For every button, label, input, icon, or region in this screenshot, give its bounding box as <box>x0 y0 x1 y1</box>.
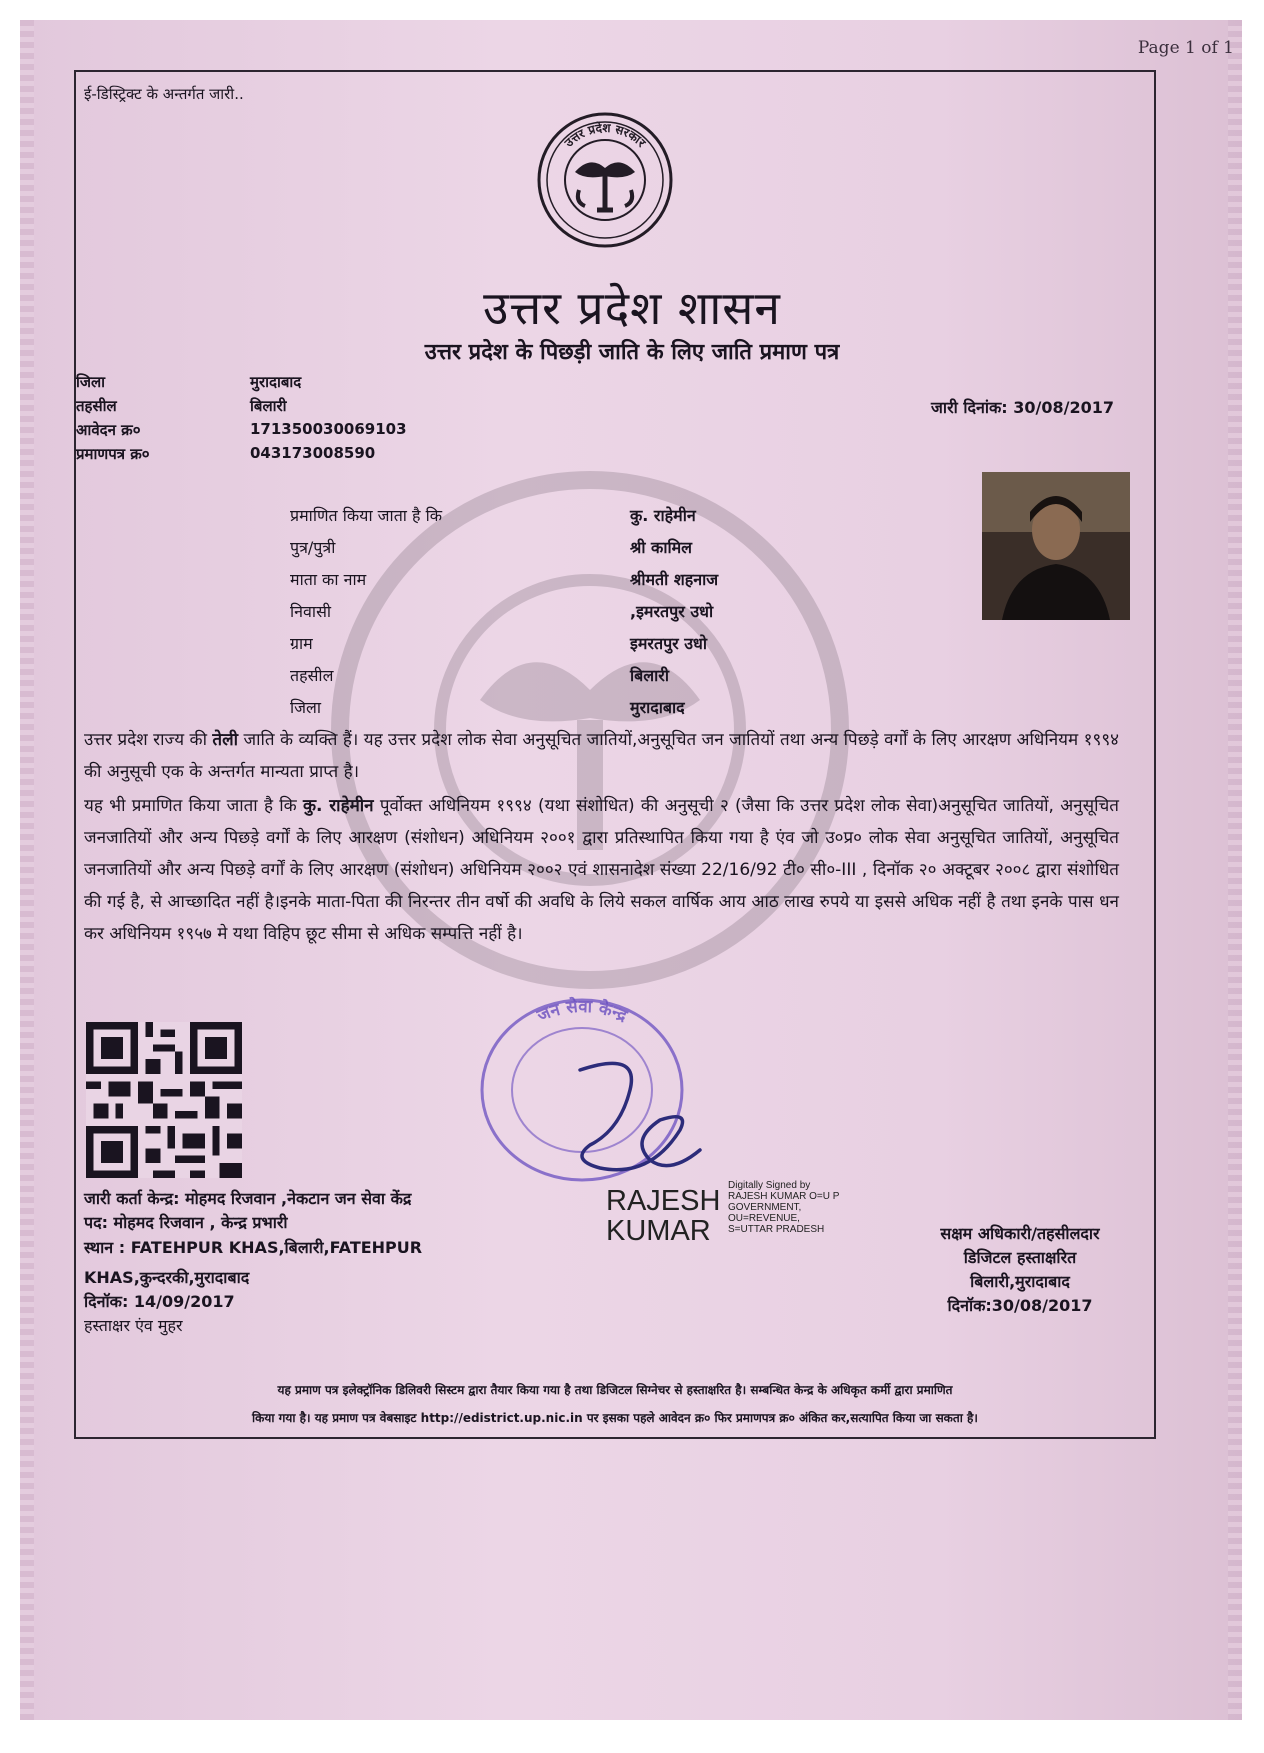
qr-code-icon <box>86 1022 242 1178</box>
handwritten-signature-icon <box>560 1050 710 1180</box>
meta-value-certificate-no: 043173008590 <box>250 444 376 462</box>
detail-label-district: जिला <box>290 698 322 717</box>
digital-signer-name <box>606 1186 720 1246</box>
para2-text-start: यह भी प्रमाणित किया जाता है कि <box>84 796 303 816</box>
issuing-center: जारी कर्ता केन्द्र: मोहमद रिजवान ,नेकटान जन सेवा केंद्र <box>84 1189 412 1208</box>
para1-text-end: जाति के व्यक्ति हैं। यह उत्तर प्रदेश लोक सेवा अनुसूचित जातियों,अनुसूचित जन जातियों तथा अन्य पिछड़े वर्गों के लिए आरक्षण अधिनियम १९९४ की अनुसूची एक के अन्तर्गत मान्यता प्राप्त है। <box>84 730 1119 782</box>
meta-label-district: जिला <box>76 373 106 391</box>
digital-signer-name-line-2: KUMAR <box>606 1215 711 1247</box>
detail-label-child-of: पुत्र/पुत्री <box>290 538 336 557</box>
issuer-designation: पद: मोहमद रिजवान , केन्द्र प्रभारी <box>84 1213 288 1232</box>
up-government-emblem-icon <box>535 110 675 250</box>
caste-name: तेली <box>212 730 239 750</box>
officer-signed-status: डिजिटल हस्ताक्षरित <box>963 1248 1077 1267</box>
issuer-place-line-1: स्थान : FATEHPUR KHAS,बिलारी,FATEHPUR <box>84 1238 423 1257</box>
detail-value-village: इमरतपुर उधो <box>630 634 708 653</box>
meta-label-tehsil: तहसील <box>76 397 117 415</box>
para1-text-start: उत्तर प्रदेश राज्य की <box>84 730 213 750</box>
detail-value-district: मुरादाबाद <box>630 698 685 717</box>
digital-signature-details <box>728 1180 839 1235</box>
meta-value-district: मुरादाबाद <box>250 373 302 391</box>
digital-signature-detail: OU=REVENUE, <box>728 1213 800 1224</box>
detail-label-certify: प्रमाणित किया जाता है कि <box>290 506 443 525</box>
officer-date: दिनॉक:30/08/2017 <box>947 1296 1093 1315</box>
page-number: Page 1 of 1 <box>1137 38 1234 58</box>
certificate-paragraph-1 <box>84 724 1119 788</box>
detail-label-resident: निवासी <box>290 602 332 621</box>
meta-value-application-no: 171350030069103 <box>250 420 407 438</box>
digital-signature-detail: S=UTTAR PRADESH <box>728 1224 825 1235</box>
detail-value-father: श्री कामिल <box>630 538 693 557</box>
emblem-text: उत्तर प्रदेश सरकार <box>561 120 649 150</box>
detail-value-tehsil: बिलारी <box>630 666 669 685</box>
issue-date: जारी दिनांक: 30/08/2017 <box>931 398 1114 417</box>
verification-note-line-1: यह प्रमाण पत्र इलेक्ट्रॉनिक डिलिवरी सिस्टम द्वारा तैयार किया गया है तथा डिजिटल सिग्नेचर से हस्ताक्षरित है। सम्बन्धित केन्द्र के अधिकृत कर्मी द्वारा प्रमाणित <box>277 1383 953 1397</box>
issuer-date: दिनॉक: 14/09/2017 <box>84 1292 235 1311</box>
issued-under-label: ई-डिस्ट्रिक्ट के अन्तर्गत जारी.. <box>84 85 244 103</box>
digital-signature-detail: Digitally Signed by <box>728 1180 811 1191</box>
scan-edge-left <box>20 20 34 1720</box>
svg-text:उत्तर प्रदेश सरकार <box>561 121 649 151</box>
digital-signer-name-line-1: RAJESH <box>606 1185 721 1217</box>
officer-title: सक्षम अधिकारी/तहसीलदार <box>940 1224 1100 1243</box>
meta-label-certificate-no: प्रमाणपत्र क्र० <box>76 445 150 463</box>
applicant-photo <box>982 472 1130 620</box>
scan-edge-right <box>1228 20 1242 1720</box>
meta-value-tehsil: बिलारी <box>250 397 287 415</box>
para2-text-end: पूर्वोक्त अधिनियम १९९४ (यथा संशोधित) की अनुसूची २ (जैसा कि उत्तर प्रदेश लोक सेवा)अनुसूचित जातियों, अनुसूचित जनजातियों और अन्य पिछड़े वर्गों के लिए आरक्षण (संशोधन) अधिनियम २००१ द्वारा प्रतिस्थापित किया गया है एंव जो उ०प्र० लोक सेवा अनुसूचित जातियों, अनुसूचित जनजातियों और अन्य पिछड़े वर्गों के लिए आरक्षण (संशोधन) अधिनियम २००२ एवं शासनादेश संख्या 22/16/92 टी० सी०-III , दिनॉक २० अक्टूबर २००८ द्वारा संशोधित की गई है, से आच्छादित नहीं है।इनके माता-पिता की निरन्तर तीन वर्षो की अवधि के लिये सकल वार्षिक आय आठ लाख रुपये या इससे अधिक नहीं है तथा इनके पास धन कर अधिनियम १९५७ मे यथा विहिप छूट सीमा से अधिक सम्पत्ति नहीं है। <box>84 796 1120 944</box>
svg-text:जन सेवा केन्द्र <box>533 996 630 1027</box>
meta-label-application-no: आवेदन क्र० <box>76 421 141 439</box>
verification-note-line-2: किया गया है। यह प्रमाण पत्र वेबसाइट http://edistrict.up.nic.in पर इसका पहले आवेदन क्र० फिर प्रमाणपत्र क्र० अंकित कर,सत्यापित किया जा सकता है। <box>252 1411 978 1425</box>
officer-location: बिलारी,मुरादाबाद <box>970 1272 1070 1291</box>
detail-value-resident: ,इमरतपुर उधो <box>630 602 714 621</box>
issuer-signature-label: हस्ताक्षर एंव मुहर <box>84 1316 183 1335</box>
applicant-name-inline: कु. राहेमीन <box>302 796 374 816</box>
stamp-text: जन सेवा केन्द्र <box>534 996 630 1027</box>
certificate-subtitle: उत्तर प्रदेश के पिछड़ी जाति के लिए जाति प्रमाण पत्र <box>424 340 840 365</box>
detail-label-tehsil: तहसील <box>290 666 334 685</box>
issuer-place-line-2: KHAS,कुन्दरकी,मुरादाबाद <box>84 1268 250 1287</box>
detail-label-mother: माता का नाम <box>290 570 367 589</box>
certificate-paragraph-2 <box>84 790 1119 950</box>
verification-note <box>84 1376 1146 1432</box>
digital-signature-detail: GOVERNMENT, <box>728 1202 802 1213</box>
digital-signature-detail: RAJESH KUMAR O=U P <box>728 1191 840 1202</box>
page-title: उत्तर प्रदेश शासन <box>483 281 781 335</box>
detail-value-mother: श्रीमती शहनाज <box>630 570 719 589</box>
detail-label-village: ग्राम <box>290 634 313 653</box>
detail-value-name: कु. राहेमीन <box>630 506 696 525</box>
